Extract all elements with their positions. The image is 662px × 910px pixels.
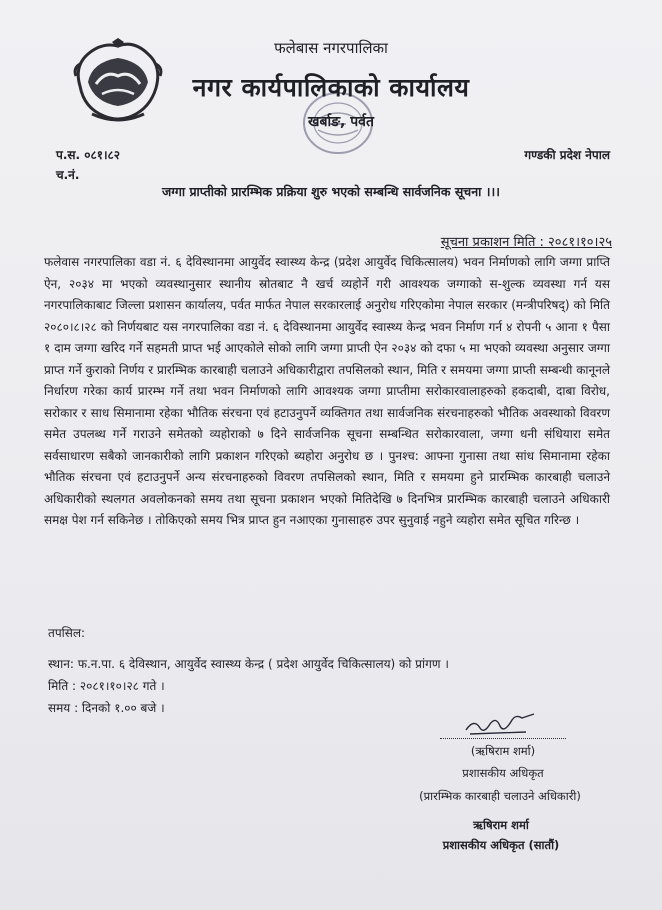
tapasil-heading: तपसिल:: [48, 626, 86, 640]
office-title: नगर कार्यपालिकाको कार्यालय: [192, 73, 470, 102]
municipality-name: फलेबास नगरपालिका: [274, 39, 388, 57]
stamp-designation: प्रशासकीय अधिकृत (सातौं): [442, 838, 560, 852]
tapasil-date: मिति : २०८१।१०।२८ गते ।: [48, 679, 165, 693]
signatory-designation: प्रशासकीय अधिकृत: [462, 766, 544, 780]
tapasil-time: समय : दिनको १.०० बजे ।: [48, 701, 165, 715]
dispatch-number: च.नं.: [56, 168, 80, 182]
notice-body: फलेवास नगरपालिका वडा नं. ६ देविस्थानमा आयुर्वेद स्वास्थ्य केन्द्र (प्रदेश आयुर्वेद चिकित्सालय) भवन निर्माणको लागि जग्गा प्राप्ति ऐन, २०३४ मा भएको व्यवस्थानुसार स्थानीय स्रोतबाट नै खर्च व्यहोर्ने गरी आवश्यक जग्गाको स-शुल्क व्यवस्था गर्न यस नगरपालिकाबाट जिल्ला प्रशासन कार्यालय, पर्वत मार्फत नेपाल सरकारलाई अनुरोध गरिएकोमा नेपाल सरकार (मन्त्रीपरिषद्) को मिति २०८०।८।२८ को निर्णयबाट यस नगरपालिका वडा नं. ६ देविस्थानमा आयुर्वेद स्वास्थ्य केन्द्र भवन निर्माण गर्न ४ रोपनी ५ आना १ पैसा १ दाम जग्गा खरिद गर्ने सहमती प्राप्त भई आएकोले सोको लागि जग्गा प्राप्ती ऐन २०३४ को दफा ५ मा भएको व्यवस्था अनुसार जग्गा प्राप्त गर्ने कुराको निर्णय र प्रारम्भिक कारबाही चलाउने अधिकारीद्वारा तपसिलको स्थान, मिति र समयमा जग्गा प्राप्ती सम्बन्धी कानूनले निर्धारण गरेका कार्य प्रारम्भ गर्ने तथा भवन निर्माणको लागि आवश्यक जग्गा प्राप्तीमा सरोकारवालाहरुको हकदाबी, दाबा विरोध, सरोकार र साध सिमानामा रहेका भौतिक संरचना एवं हटाउनुपर्ने व्यक्तिगत तथा सार्वजनिक संरचनाहरुको भौतिक अवस्थाको विवरण समेत उपलब्ध गर्ने गराउने समेतको व्यहोराको ७ दिने सार्वजनिक सूचना सम्बन्धित सरोकारवाला, जग्गा धनी संधियारा समेत सर्वसाधारण सबैको जानकारीको लागि प्रकाशन गरिएको ब्यहोरा अनुरोध छ । पुनश्च: आफ्ना गुनासा तथा सांध सिमानामा रहेका भौतिक संरचना एवं हटाउनुपर्ने अन्य संरचनाहरुको विवरण तपसिलको स्थान, मिति र समयमा हुने प्रारम्भिक कारबाही चलाउने अधिकारीको स्थलगत अवलोकनको समय तथा सूचना प्रकाशन भएको मितिदेखि ७ दिनभित्र प्रारम्भिक कारबाही चलाउने अधिकारी समक्ष पेश गर्न सकिनेछ । तोकिएको समय भित्र प्राप्त हुन नआएका गुनासाहरु उपर सुनुवाई नहुने व्यहोरा समेत सूचित गरिन्छ ।: [44, 255, 610, 527]
handwritten-signature: [462, 712, 538, 738]
signatory-name: (ऋषिराम शर्मा): [470, 744, 536, 758]
notice-subject: जग्गा प्राप्तीको प्रारम्भिक प्रक्रिया शुरु भएको सम्बन्धि सार्वजनिक सूचना ।।।: [162, 184, 500, 199]
province-name: गण्डकी प्रदेश नेपाल: [524, 148, 610, 162]
tapasil-location: स्थान: फ.न.पा. ६ देविस्थान, आयुर्वेद स्वास्थ्य केन्द्र ( प्रदेश आयुर्वेद चिकित्सालय) को प्रांगण ।: [48, 657, 449, 671]
signatory-role: (प्रारम्भिक कारबाही चलाउने अधिकारी): [419, 789, 581, 803]
office-address: खर्बाङ, पर्वत: [308, 114, 374, 130]
reference-number: प.स. ०८१।८२: [56, 148, 120, 162]
signature-line: [440, 738, 566, 739]
publish-date: सूचना प्रकाशन मिति : २०८१।१०।२५: [440, 235, 612, 250]
stamp-name: ऋषिराम शर्मा: [473, 818, 529, 832]
